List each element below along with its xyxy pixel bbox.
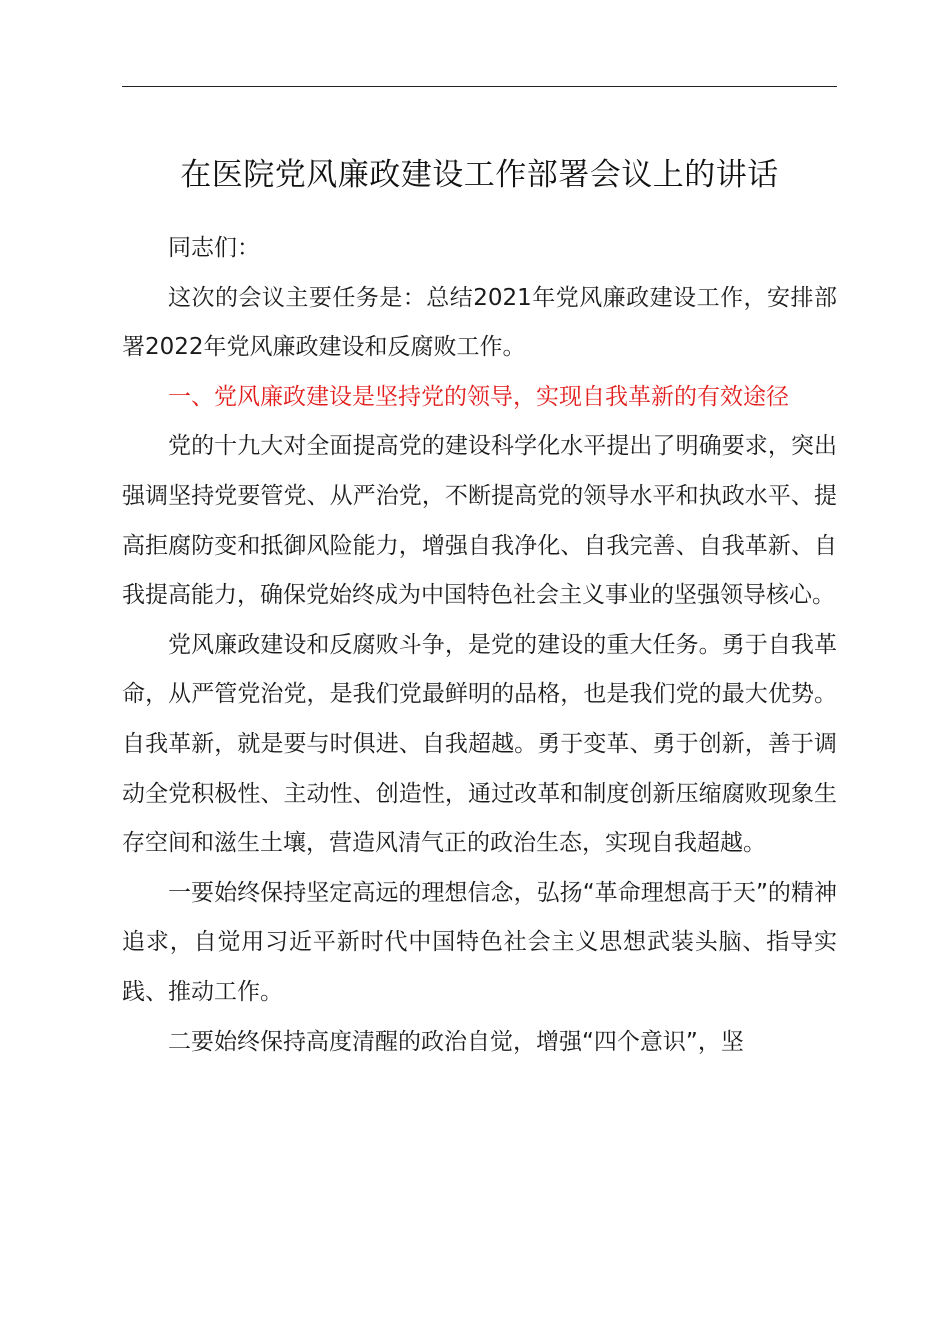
document-body (122, 224, 837, 1067)
section-heading: 一、党风廉政建设是坚持党的领导，实现自我革新的有效途径 (168, 383, 789, 410)
header-rule (122, 86, 837, 87)
body-paragraph-1: 党的十九大对全面提高党的建设科学化水平提出了明确要求，突出强调坚持党要管党、从严治党，不断提高党的领导水平和执政水平、提高拒腐防变和抵御风险能力，增强自我净化、自我完善、自我革新、自我提高能力，确保党始终成为中国特色社会主义事业的坚强领导核心。 (122, 433, 837, 609)
body-paragraph-4: 二要始终保持高度清醒的政治自觉，增强“四个意识”，坚 (168, 1028, 744, 1055)
document-title: 在医院党风廉政建设工作部署会议上的讲话 (180, 157, 779, 193)
body-paragraph-2: 党风廉政建设和反腐败斗争，是党的建设的重大任务。勇于自我革命，从严管党治党，是我们党最鲜明的品格，也是我们党的最大优势。自我革新，就是要与时俱进、自我超越。勇于变革、勇于创新，善于调动全党积极性、主动性、创造性，通过改革和制度创新压缩腐败现象生存空间和滋生土壤，营造风清气正的政治生态，实现自我超越。 (122, 631, 837, 857)
body-paragraph-3: 一要始终保持坚定高远的理想信念，弘扬“革命理想高于天”的精神追求，自觉用习近平新时代中国特色社会主义思想武装头脑、指导实践、推动工作。 (122, 879, 837, 1005)
salutation: 同志们： (168, 235, 260, 261)
intro-paragraph: 这次的会议主要任务是：总结2021年党风廉政建设工作，安排部署2022年党风廉政建设和反腐败工作。 (122, 284, 837, 361)
